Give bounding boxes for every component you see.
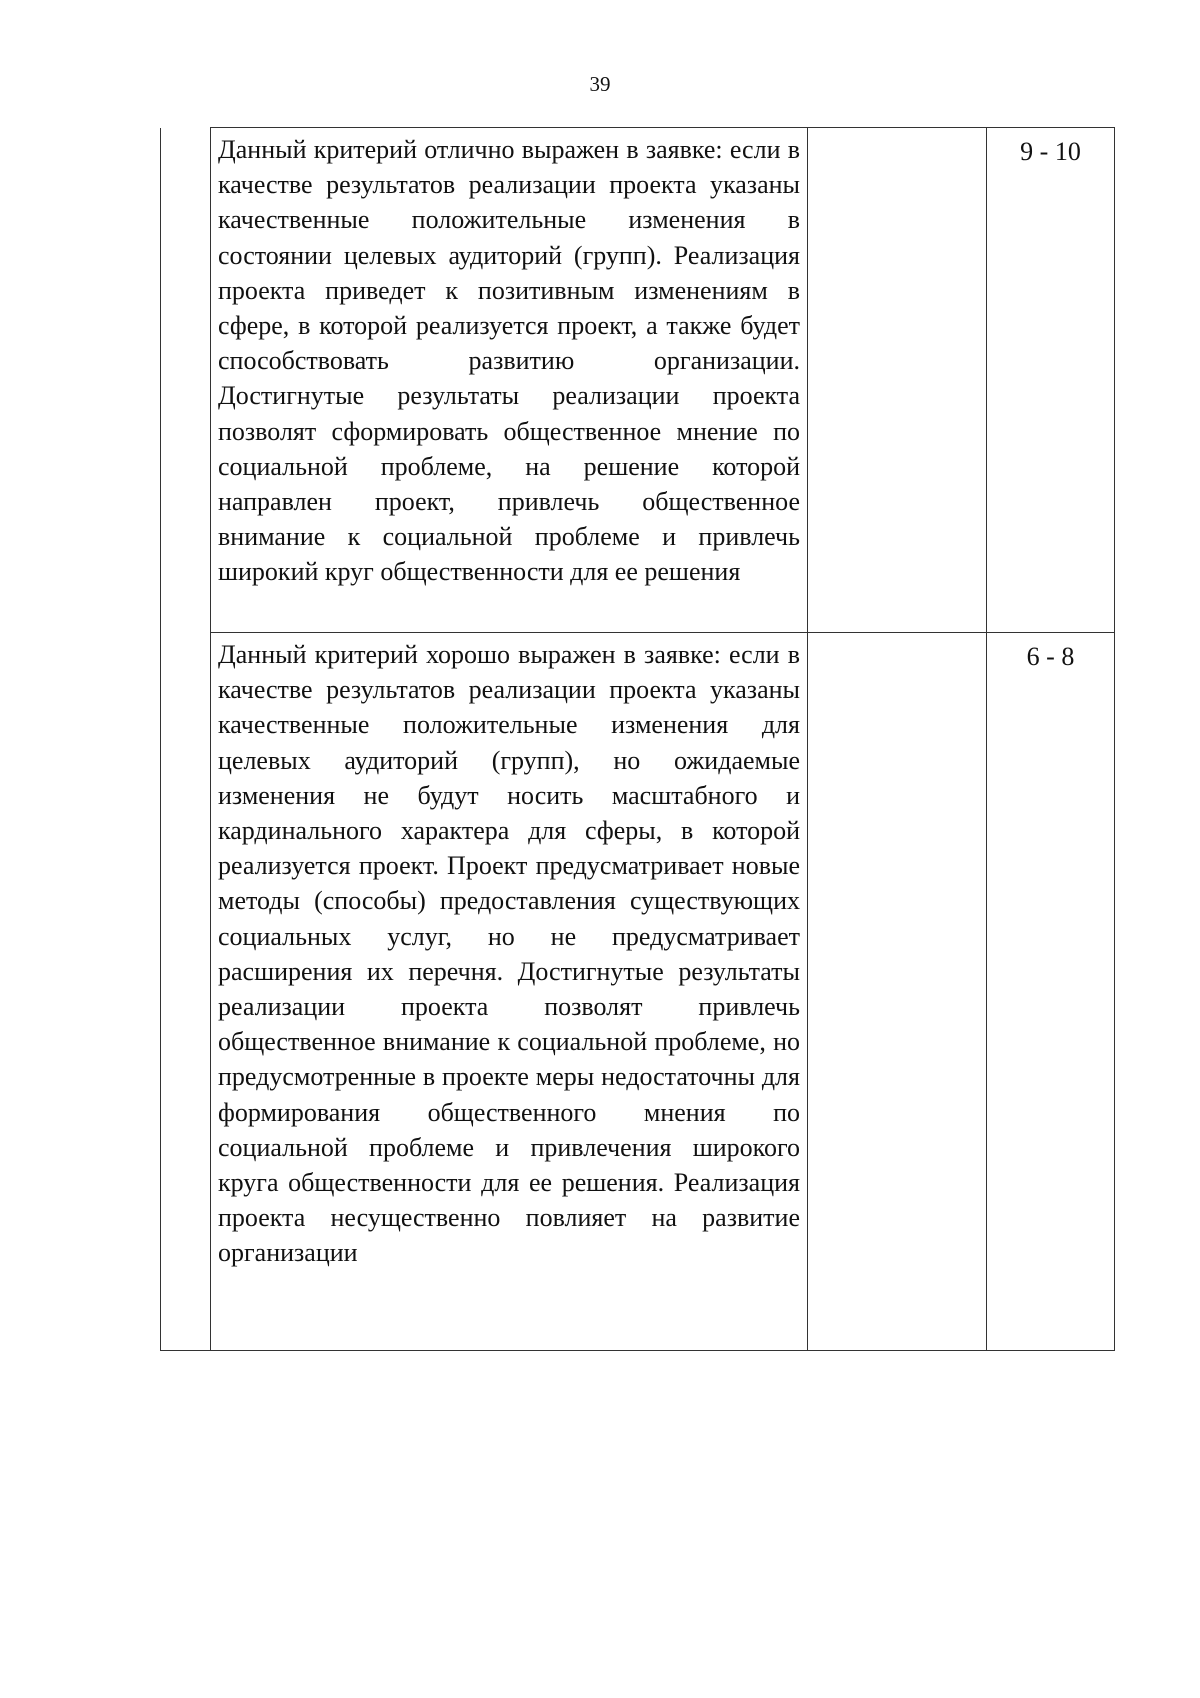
score-cell [987, 633, 1115, 1351]
criterion-description: Данный критерий хорошо выражен в заявке: если в качестве результатов реализации проекта указаны качественные положительные изменения для целевых аудиторий (групп), но ожидаемые изменения не будут носить масштабного и кардинального характера для сферы, в которой реализуется проект. Проект предусматривает новые методы (способы) предоставления существующих социальных услуг, но не предусматривает расширения их перечня. Достигнутые результаты реализации проекта позволят привлечь общественное внимание к социальной проблеме, но предусмотренные в проекте меры недостаточны для формирования общественного мнения по социальной проблеме и привлечения широкого круга общественности для ее решения. Реализация проекта несущественно повлияет на развитие организации [218, 640, 800, 1268]
comment-cell [808, 633, 987, 1351]
index-cell [161, 633, 211, 1351]
page-number: 39 [589, 72, 611, 96]
score-cell [987, 128, 1115, 633]
criteria-table [160, 127, 1115, 1351]
score-range: 6 - 8 [1026, 642, 1075, 671]
table-row [161, 633, 1115, 1351]
score-range: 9 - 10 [1020, 137, 1081, 166]
index-cell [161, 128, 211, 633]
criterion-description-cell [211, 128, 808, 633]
table-row [161, 128, 1115, 633]
criterion-description: Данный критерий отлично выражен в заявке: если в качестве результатов реализации проекта указаны качественные положительные изменения в состоянии целевых аудиторий (групп). Реализация проекта приведет к позитивным изменениям в сфере, в которой реализуется проект, а также будет способствовать развитию организации. Достигнутые результаты реализации проекта позволят сформировать общественное мнение по социальной проблеме, на решение которой направлен проект, привлечь общественное внимание к социальной проблеме и привлечь широкий круг общественности для ее решения [218, 135, 800, 587]
criterion-description-cell [211, 633, 808, 1351]
comment-cell [808, 128, 987, 633]
